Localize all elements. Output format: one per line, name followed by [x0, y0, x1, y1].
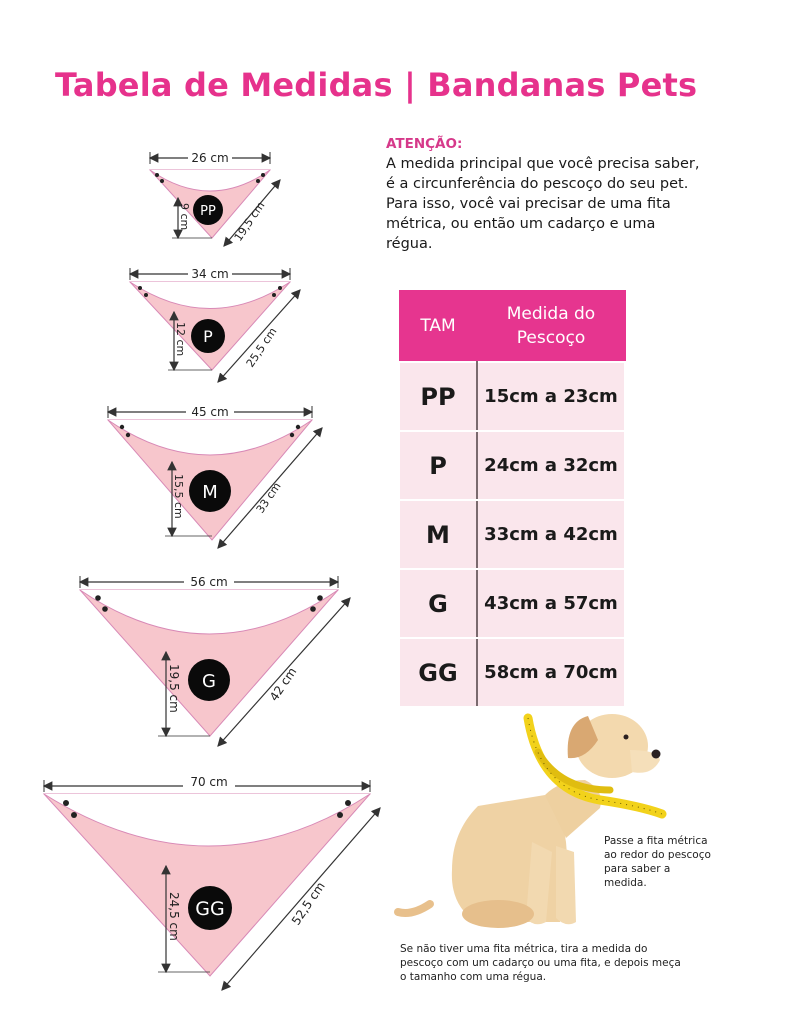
size-badge-label: M [202, 482, 218, 503]
bandana-gg [44, 774, 380, 990]
attention-text-1: A medida principal que você precisa saber, é a circunferência do pescoço do seu pet. [386, 156, 700, 192]
attention-heading: ATENÇÃO: [386, 136, 463, 152]
width-label: 26 cm [191, 151, 229, 165]
row-range: 33cm a 42cm [477, 500, 625, 569]
row-size: PP [399, 362, 477, 431]
row-size: M [399, 500, 477, 569]
dog-note: Passe a fita métrica ao redor do pescoço para saber a medida. [604, 835, 711, 889]
height-label: 9 cm [178, 203, 191, 231]
bandana-pp [150, 150, 280, 246]
width-label: 70 cm [190, 775, 228, 789]
bandana-p [130, 266, 300, 382]
width-label: 56 cm [190, 575, 228, 589]
height-label: 15,5 cm [172, 474, 185, 519]
bottom-note: Se não tiver uma fita métrica, tira a medida do pescoço com um cadarço ou uma fita, e depois meça o tamanho com uma régua. [400, 943, 681, 983]
size-badge-label: PP [200, 204, 216, 219]
row-range: 43cm a 57cm [477, 569, 625, 638]
row-size: P [399, 431, 477, 500]
size-badge-label: GG [195, 898, 225, 920]
row-range: 15cm a 23cm [477, 362, 625, 431]
header-measure: Medida do Pescoço [477, 291, 625, 363]
row-range: 24cm a 32cm [477, 431, 625, 500]
row-range: 58cm a 70cm [477, 638, 625, 707]
attention-text-2: Para isso, você vai precisar de uma fita métrica, ou então um cadarço e uma régua. [386, 196, 671, 252]
side-label: 42 cm [266, 664, 300, 704]
row-size: G [399, 569, 477, 638]
height-label: 19,5 cm [167, 664, 181, 713]
side-label: 25,5 cm [243, 325, 280, 370]
side-label: 33 cm [253, 480, 284, 516]
size-badge-label: P [203, 327, 213, 346]
header-size: TAM [399, 291, 477, 363]
size-badge-label: G [202, 671, 216, 692]
side-label: 19,5 cm [231, 199, 268, 244]
bandana-g [80, 574, 350, 746]
row-size: GG [399, 638, 477, 707]
height-label: 12 cm [174, 322, 187, 357]
height-label: 24,5 cm [167, 892, 181, 941]
side-label: 52,5 cm [288, 879, 328, 928]
width-label: 34 cm [191, 267, 229, 281]
width-label: 45 cm [191, 405, 229, 419]
page-title: Tabela de Medidas | Bandanas Pets [55, 66, 698, 104]
bandana-m [108, 404, 322, 548]
dog-illustration [398, 714, 662, 928]
